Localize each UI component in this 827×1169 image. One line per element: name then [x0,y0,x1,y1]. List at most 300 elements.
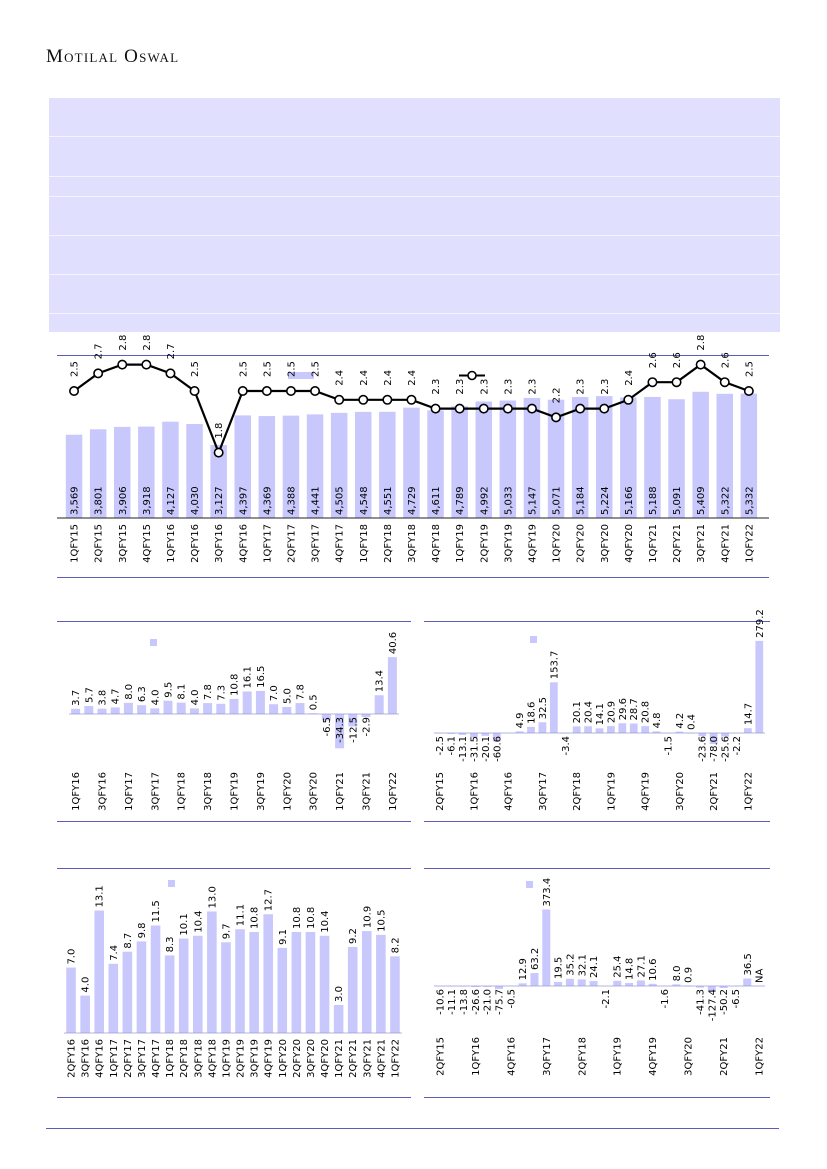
x-tick-2QFY21: 2QFY21 [709,772,721,811]
bar-1QFY19 [613,981,621,986]
bar-3QFY17 [539,722,547,733]
x-tick-1QFY16: 1QFY16 [469,772,481,811]
x-tick-1QFY18: 1QFY18 [358,524,370,563]
bar-label-4QFY20: -6.5 [321,717,333,737]
bar-4QFY20 [320,936,330,1033]
bar-label-2QFY18: 32.1 [577,954,589,977]
bar-label-3QFY21: -2.9 [361,717,373,737]
bar-2QFY21 [348,947,358,1033]
line-label-1QFY15: 2.5 [69,361,81,377]
bar-label-1QFY19: 9.7 [221,923,233,940]
bar-label-4QFY15: -13.1 [458,736,470,762]
bar-label-1QFY20: 4.8 [652,712,664,729]
x-tick-1QFY19: 1QFY19 [612,1037,624,1076]
bar-4QFY18 [207,911,217,1033]
bar-label-4QFY19: 7.0 [269,685,281,702]
bar-label-1QFY20: 5,071 [551,486,563,515]
line-label-1QFY17: 2.5 [262,361,274,377]
x-tick-4QFY17: 4QFY17 [151,1039,163,1078]
bar-label-3QFY17: 9.8 [136,922,148,939]
bar-1QFY22 [744,728,752,733]
x-tick-1QFY20: 1QFY20 [277,1039,289,1078]
bar-label-3QFY18: 4,729 [406,486,418,515]
bar-label-1QFY21: -23.6 [697,736,709,762]
line-label-3QFY21: 2.8 [696,334,708,351]
bar-label-3QFY16: -60.6 [492,736,504,762]
bar-label-1QFY22: 40.6 [387,631,399,655]
x-tick-1QFY18: 1QFY18 [176,772,188,811]
bar-2QFY19 [243,691,252,714]
x-tick-2QFY15: 2QFY15 [435,772,447,811]
bar-label-4QFY18: 13.0 [207,886,219,909]
x-tick-1QFY16: 1QFY16 [470,1037,482,1076]
x-tick-3QFY19: 3QFY19 [503,524,515,563]
x-tick-2QFY20: 2QFY20 [291,1039,303,1078]
bar-4QFY17 [164,701,173,714]
bar-1QFY17 [124,703,133,714]
x-tick-4QFY19: 4QFY19 [640,772,652,811]
x-tick-3QFY17: 3QFY17 [541,1037,553,1076]
x-tick-4QFY20: 4QFY20 [320,1039,332,1078]
chart3-top-rule [424,621,770,622]
line-point-3QFY18 [407,396,415,404]
x-tick-4QFY16: 4QFY16 [506,1037,518,1076]
bar-label-2QFY21: -12.5 [348,717,360,743]
line-label-1QFY20: 2.2 [551,387,563,404]
bar-label-1QFY22: 5,332 [744,486,756,515]
bar-label-2QFY20: 7.8 [295,684,307,701]
x-tick-2QFY16: 2QFY16 [66,1039,78,1078]
bar-label-2QFY18: 4,551 [382,486,394,515]
bar-4QFY18 [216,704,225,714]
bar-3QFY17 [137,941,147,1033]
bar-2QFY18 [578,979,586,986]
bar-label-3QFY15: 3,906 [117,486,129,515]
bar-label-3QFY20: 0.9 [683,966,695,983]
bar-2QFY17 [137,705,146,714]
bar-1QFY21 [334,1005,344,1033]
bar-3QFY19 [630,724,638,733]
bar-1QFY19 [607,726,615,733]
x-tick-1QFY21: 1QFY21 [335,772,347,811]
bar-label-3QFY17: 4,441 [310,486,322,515]
line-label-2QFY18: 2.4 [382,369,394,386]
line-label-2QFY16: 2.5 [190,361,202,377]
bar-label-2QFY16: 5.7 [84,687,96,704]
line-label-4QFY21: 2.6 [720,352,732,369]
bar-label-1QFY19: 4,789 [455,486,467,515]
bar-2QFY17 [123,952,133,1033]
bar-label-1QFY18: 8.1 [176,683,188,700]
bar-4QFY18 [596,728,604,733]
bar-label-3QFY21: -25.6 [720,736,732,762]
bar-label-2QFY17: 18.6 [526,701,538,724]
bar-label-4QFY15: -13.8 [459,989,471,1015]
bar-3QFY18 [193,936,203,1033]
line-point-4QFY20 [624,396,632,404]
line-label-1QFY22: 2.5 [744,361,756,377]
line-point-2QFY20 [576,404,584,412]
bar-3QFY20 [306,932,316,1033]
bar-3QFY21 [362,714,371,717]
bar-label-4QFY17: 9.5 [163,681,175,698]
x-tick-4QFY19: 4QFY19 [527,524,539,563]
bar-4QFY19 [269,704,278,714]
bar-label-1QFY17: 8.0 [123,683,135,700]
line-label-2QFY21: 2.6 [672,352,684,369]
x-tick-3QFY20: 3QFY20 [305,1039,317,1078]
x-tick-1QFY19: 1QFY19 [455,524,467,563]
x-tick-1QFY22: 1QFY22 [743,772,755,811]
bar-1QFY22 [390,956,400,1033]
title-banner [49,98,780,332]
bar-label-2QFY21: -50.2 [719,989,731,1015]
bar-label-2QFY17: 6.3 [137,686,149,703]
bar-label-2QFY21: -78.0 [709,736,721,762]
bar-label-3QFY16: 4.0 [80,976,92,993]
bar-label-2QFY21: 5,091 [672,486,684,515]
bar-label-3QFY19: 5,033 [503,486,515,515]
bar-4QFY17 [550,682,558,733]
bar-label-4QFY18: 14.1 [595,703,606,726]
bar-label-1QFY22: 14.7 [743,702,755,726]
bar-label-2QFY20: 10.8 [291,906,303,930]
bar-label-4QFY16: 4.7 [110,688,122,705]
bar-label-1QFY22: NA [754,968,766,983]
chart-3 [424,609,770,818]
bar-3QFY18 [590,981,598,986]
line-label-4QFY17: 2.4 [334,369,346,386]
bar-label-3QFY17: 373.4 [541,877,553,907]
x-tick-2QFY19: 2QFY19 [479,524,491,563]
line-label-4QFY18: 2.3 [431,378,443,395]
bar-label-3QFY20: 5,224 [599,486,611,515]
line-point-2QFY19 [480,404,488,412]
line-point-3QFY17 [311,387,319,395]
line-point-4QFY19 [528,404,536,412]
bar-label-1QFY16: 4,127 [165,486,177,515]
x-tick-3QFY15: 3QFY15 [117,524,129,563]
bar-1QFY18 [177,703,186,714]
x-tick-2QFY20: 2QFY20 [575,524,587,563]
x-tick-3QFY16: 3QFY16 [214,524,226,563]
x-tick-1QFY17: 1QFY17 [123,772,135,811]
bar-label-4QFY19: 5,147 [527,486,539,515]
bar-label-3QFY16: -75.7 [494,989,506,1015]
bar-2QFY19 [618,723,626,733]
legend-swatch [526,881,533,888]
bar-label-3QFY16: 3,127 [214,486,226,515]
bar-label-1QFY17: 4.9 [515,712,527,729]
bar-label-3QFY21: 10.9 [362,905,374,929]
bar-label-1QFY22: 8.2 [390,937,402,954]
chart-4 [57,871,411,1095]
bar-label-1QFY21: 5,188 [647,486,659,515]
line-point-2QFY18 [383,396,391,404]
line-point-4QFY16 [239,387,247,395]
x-tick-4QFY17: 4QFY17 [334,524,346,563]
bar-4QFY19 [641,726,649,733]
bar-label-3QFY20: 4.2 [674,712,686,729]
bar-label-4QFY20: -41.3 [695,989,707,1015]
x-tick-1QFY15: 1QFY15 [69,524,81,563]
bar-label-4QFY19: 12.7 [263,888,275,912]
bar-3QFY19 [256,691,265,714]
bar-label-4QFY17: 4,505 [334,486,346,515]
bar-1QFY20 [278,948,288,1033]
x-tick-3QFY20: 3QFY20 [683,1037,695,1076]
line-label-2QFY20: 2.3 [575,378,587,395]
chart5-top-rule [424,868,770,869]
bar-2QFY18 [573,726,581,733]
x-tick-3QFY18: 3QFY18 [406,524,418,563]
line-label-1QFY19: 2.3 [455,378,467,395]
line-label-3QFY17: 2.5 [310,361,322,377]
x-tick-2QFY16: 2QFY16 [190,524,202,563]
line-label-1QFY16: 2.7 [165,343,177,360]
line-label-2QFY15: 2.7 [93,343,105,360]
bar-label-1QFY21: -34.3 [335,717,347,743]
bar-label-3QFY18: 7.8 [203,684,215,701]
bar-label-2QFY19: 14.8 [624,957,636,980]
bar-label-3QFY18: 24.1 [589,955,601,979]
x-tick-2QFY18: 2QFY18 [572,772,584,811]
line-point-1QFY16 [166,369,174,377]
bar-3QFY19 [637,980,645,986]
x-tick-2QFY18: 2QFY18 [179,1039,191,1078]
bar-2QFY16 [84,706,93,714]
bar-label-4QFY16: -0.5 [506,989,518,1009]
legend-swatch [150,639,157,646]
line-point-1QFY18 [359,396,367,404]
bar-4QFY16 [111,707,120,714]
bar-2QFY16 [66,968,76,1033]
x-tick-4QFY21: 4QFY21 [720,524,732,563]
x-tick-1QFY22: 1QFY22 [754,1037,766,1076]
line-point-4QFY17 [335,396,343,404]
bar-3QFY16 [80,996,90,1033]
line-label-4QFY19: 2.3 [527,378,539,395]
x-tick-2QFY18: 2QFY18 [577,1037,589,1076]
x-tick-4QFY16: 4QFY16 [503,772,515,811]
x-tick-4QFY18: 4QFY18 [431,524,443,563]
bar-3QFY16 [98,709,107,714]
chart-2-svg [57,624,411,818]
x-tick-3QFY18: 3QFY18 [193,1039,205,1078]
x-tick-1QFY16: 1QFY16 [71,772,83,811]
line-point-3QFY20 [600,404,608,412]
line-label-3QFY18: 2.4 [406,369,418,386]
bar-label-4QFY19: 10.6 [648,958,660,981]
x-tick-2QFY15: 2QFY15 [435,1037,447,1076]
x-tick-1QFY22: 1QFY22 [390,1039,402,1078]
bar-2QFY17 [530,973,538,986]
x-tick-2QFY17: 2QFY17 [286,524,298,563]
line-label-2QFY19: 2.3 [479,378,491,395]
bar-label-undefined: 279.2 [754,609,766,638]
bar-label-3QFY17: 32.5 [537,697,549,720]
bar-label-3QFY21: -6.5 [730,989,742,1009]
bar-label-1QFY20: 9.1 [277,929,289,945]
bar-2QFY19 [625,983,633,986]
x-tick-2QFY17: 2QFY17 [122,1039,134,1078]
bar-label-4QFY17: 19.5 [553,956,565,980]
line-point-4QFY21 [721,378,729,386]
x-tick-3QFY20: 3QFY20 [308,772,320,811]
bar-label-2QFY15: 3,801 [93,486,105,515]
bar-4QFY21 [376,935,386,1033]
x-tick-3QFY17: 3QFY17 [537,772,549,811]
bar-3QFY19 [249,932,259,1033]
bar-label-4QFY16: 4,397 [238,486,250,515]
chart-5 [424,871,770,1095]
bar-2QFY18 [179,939,189,1033]
bar-label-4QFY17: 11.5 [151,900,163,923]
bar-1QFY19 [230,699,239,714]
chart5-bottom-rule [424,1097,770,1098]
bar-label-2QFY17: 8.7 [122,932,134,949]
bar-4QFY17 [554,982,562,986]
line-point-1QFY20 [552,413,560,421]
line-point-3QFY19 [504,404,512,412]
chart1-top-rule [57,355,769,356]
chart4-bottom-rule [57,1097,411,1098]
x-tick-3QFY19: 3QFY19 [249,1039,261,1078]
line-label-4QFY15: 2.8 [141,334,153,351]
bar-label-4QFY17: 153.7 [549,650,561,680]
bar-label-2QFY18: 4.0 [189,689,201,706]
bar-label-2QFY17: 63.2 [529,947,541,971]
bar-label-1QFY15: 3,569 [69,486,81,515]
x-tick-3QFY21: 3QFY21 [361,772,373,811]
x-tick-2QFY18: 2QFY18 [382,524,394,563]
bar-label-3QFY15: -6.1 [446,736,458,756]
line-point-1QFY15 [70,387,78,395]
line-label-2QFY17: 2.5 [286,361,298,377]
x-tick-2QFY21: 2QFY21 [672,524,684,563]
chart4-top-rule [57,868,411,869]
x-tick-3QFY21: 3QFY21 [362,1039,374,1078]
bar-1QFY20 [282,707,291,714]
x-tick-4QFY16: 4QFY16 [238,524,250,563]
bar-1QFY18 [566,979,574,986]
x-tick-1QFY19: 1QFY19 [229,772,241,811]
chart-5-svg [424,871,770,1095]
bar-label-2QFY16: 4,030 [190,486,202,515]
line-label-1QFY21: 2.6 [647,352,659,369]
x-tick-3QFY16: 3QFY16 [97,772,109,811]
bar-label-1QFY16: -26.6 [470,989,482,1015]
bar-label-4QFY16: 13.1 [94,885,106,908]
bar-label-2QFY20: 8.0 [671,965,683,982]
line-point-3QFY21 [696,360,704,368]
x-tick-2QFY19: 2QFY19 [235,1039,247,1078]
brand-logo: Motilal Oswal [46,46,180,67]
bar-label-3QFY19: 16.5 [255,665,267,688]
bar-2QFY20 [292,932,302,1033]
x-tick-4QFY21: 4QFY21 [376,1039,388,1078]
bar-label-4QFY20: 0.4 [686,713,698,730]
x-tick-2QFY21: 2QFY21 [719,1037,731,1076]
bar-label-3QFY19: 27.1 [636,955,648,978]
chart-1 [57,334,769,574]
bar-label-4QFY21: -2.2 [731,736,743,756]
x-tick-3QFY17: 3QFY17 [136,1039,148,1078]
bar-label-1QFY18: -3.4 [560,736,572,756]
bar-label-4QFY15: 3,918 [141,486,153,515]
bar-label-3QFY18: 10.4 [193,910,205,933]
bar-label-2QFY18: 10.1 [179,913,191,936]
x-tick-3QFY19: 3QFY19 [255,772,267,811]
bar-label-1QFY18: 8.3 [165,936,177,953]
bar-label-4QFY18: -2.1 [600,989,612,1009]
bar-label-2QFY19: 11.1 [235,903,247,927]
bar-label-3QFY21: 5,409 [696,486,708,515]
line-point-2QFY17 [287,387,295,395]
bar-4QFY17 [151,925,161,1033]
line-point-2QFY21 [672,378,680,386]
bar-3QFY18 [203,703,212,714]
bar-label-3QFY15: -11.1 [447,989,459,1015]
bar-label-2QFY16: -21.0 [482,989,494,1015]
line-label-3QFY16: 1.8 [214,422,226,439]
bar-label-1QFY16: -31.5 [469,736,481,762]
x-tick-4QFY19: 4QFY19 [263,1039,275,1078]
bar-label-4QFY21: 13.4 [374,669,386,693]
x-tick-3QFY17: 3QFY17 [150,772,162,811]
bar-label-2QFY15: -2.5 [435,736,447,756]
bar-label-3QFY19: 28.7 [629,698,641,721]
bar-label-4QFY21: 10.5 [376,909,388,932]
x-tick-3QFY16: 3QFY16 [80,1039,92,1078]
bar-label-1QFY21: -127.4 [707,989,719,1022]
x-tick-1QFY17: 1QFY17 [262,524,274,563]
x-tick-2QFY21: 2QFY21 [348,1039,360,1078]
line-point-4QFY15 [142,360,150,368]
bar-label-2QFY20: -1.5 [663,736,675,756]
x-tick-4QFY20: 4QFY20 [623,524,635,563]
legend-swatch [168,880,175,887]
x-tick-1QFY20: 1QFY20 [282,772,294,811]
bar-label-3QFY20: 10.8 [305,906,317,930]
bar-label-1QFY20: 5.0 [282,688,294,704]
x-tick-4QFY15: 4QFY15 [141,524,153,563]
bar-label-3QFY16: 3.8 [97,689,109,706]
x-tick-3QFY20: 3QFY20 [674,772,686,811]
bar-label-2QFY20: 5,184 [575,486,587,515]
line-point-4QFY18 [431,404,439,412]
bar-label-1QFY16: 3.7 [71,689,83,706]
line-point-2QFY15 [94,369,102,377]
bar-2QFY18 [190,708,199,714]
x-tick-1QFY21: 1QFY21 [334,1039,346,1078]
line-label-1QFY18: 2.4 [358,369,370,386]
x-tick-3QFY21: 3QFY21 [696,524,708,563]
bar-1QFY21 [698,733,706,736]
bar-2QFY19 [235,929,245,1033]
bar-label-1QFY19: 20.9 [606,700,618,724]
bar-3QFY18 [584,726,592,733]
chart1-bottom-rule [57,577,769,578]
bar-2QFY20 [296,703,305,714]
bar-label-2QFY19: 4,992 [479,486,491,515]
x-tick-1QFY22: 1QFY22 [387,772,399,811]
x-tick-4QFY18: 4QFY18 [207,1039,219,1078]
bar-label-2QFY17: 4,388 [286,486,298,515]
bar-label-1QFY17: 4,369 [262,486,274,515]
x-tick-3QFY17: 3QFY17 [310,524,322,563]
bar-label-1QFY19: 25.4 [612,955,624,978]
